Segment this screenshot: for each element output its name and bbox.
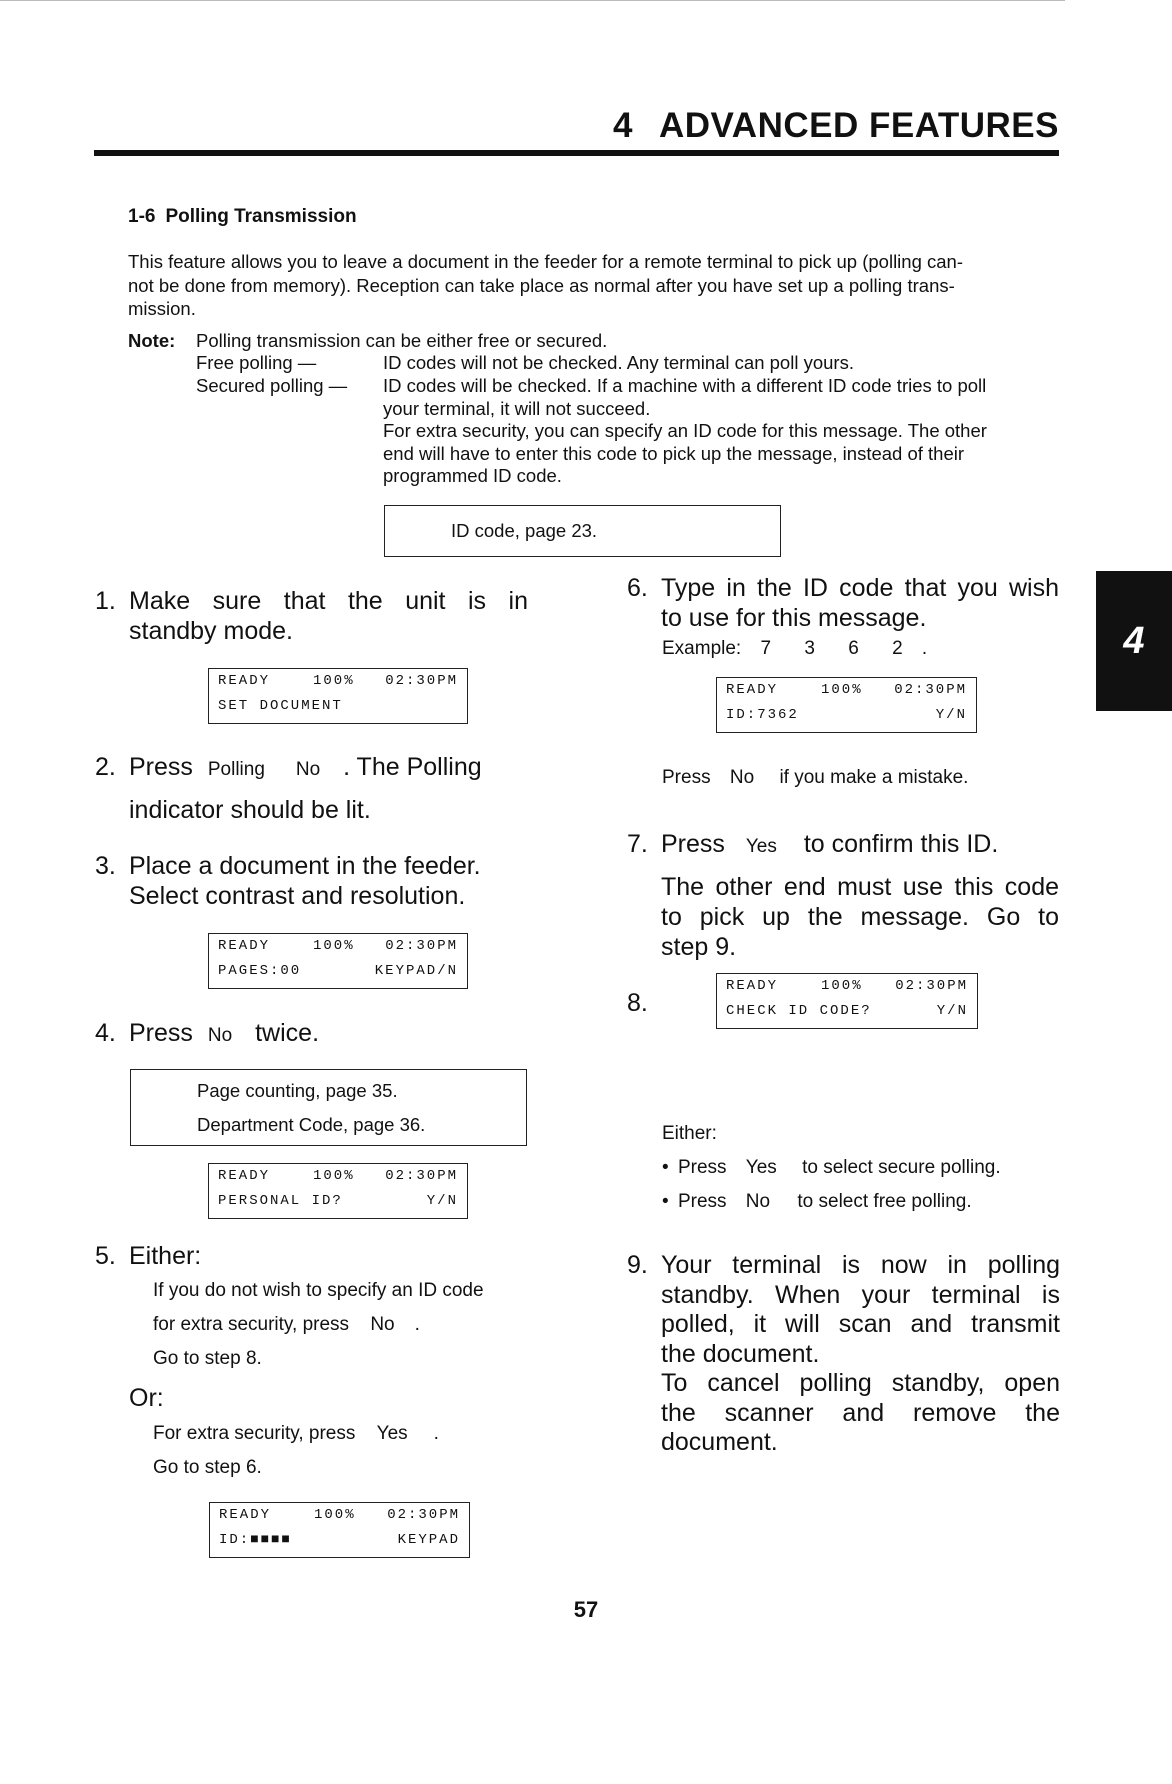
intro-line: not be done from memory). Reception can take place as normal after you have set up a polling trans- [128,274,955,296]
chapter-heading [613,106,1059,146]
lcd-status: READY [726,682,779,698]
option-text: Press [677,1157,727,1178]
step-either: Either: [129,1242,202,1270]
section-number: 1-6 [128,206,156,227]
lcd-display-personal-id [208,1163,468,1219]
bullet-icon: • [662,1157,669,1178]
no-key: No [745,1191,771,1212]
step-2 [95,752,535,825]
definition-line: your terminal, it will not succeed. [383,397,651,419]
id-code-reference-box [384,505,781,557]
chapter-title: ADVANCED FEATURES [659,106,1059,145]
option-text: Press [677,1191,727,1212]
step-5-or: Or: [129,1384,164,1412]
step-text: Press [661,830,725,858]
lcd-display-pages [208,933,468,989]
secured-polling-definition [383,375,1059,488]
lcd-message: PAGES:00 [218,963,302,979]
lcd-message: PERSONAL ID? [218,1193,343,1209]
lcd-message: ID:7362 [726,707,799,723]
bullet-icon: • [662,1191,669,1212]
secure-polling-option [662,1157,1001,1179]
step-4-reference-box [130,1069,527,1146]
note-text: Polling transmission can be either free or secured. [196,330,608,351]
option-line: Go to step 6. [153,1457,262,1478]
step-line: the scanner and remove the [661,1398,1060,1427]
lcd-display-id-entry [209,1502,470,1558]
free-polling-term: Free polling — [196,352,317,373]
lcd-prompt: Y/N [936,1003,968,1019]
chapter-number: 4 [613,106,633,145]
step-text: to confirm this ID. [803,830,999,858]
page-number: 57 [573,1597,599,1622]
step-text: . The Polling [343,753,482,781]
step-line: document. [661,1428,778,1456]
option-text: For extra security, press [153,1423,356,1444]
step-line: the document. [661,1339,820,1368]
intro-line: This feature allows you to leave a document in the feeder for a remote terminal to pick up (polling can- [128,251,963,272]
option-line: If you do not wish to specify an ID code [153,1280,484,1301]
lcd-prompt: KEYPAD [397,1532,460,1548]
lcd-status: READY [219,1507,272,1523]
mistake-hint [662,767,968,789]
intro-line: mission. [128,298,196,319]
lcd-display-id-code [716,677,977,733]
option-text: to select free polling. [797,1191,972,1212]
lcd-time: 02:30PM [894,682,967,698]
option-text: . [433,1423,439,1444]
section-title: Polling Transmission [165,206,357,227]
option-text: for extra security, press [153,1314,350,1335]
yes-key: Yes [745,1157,777,1178]
example-row [662,638,927,660]
step-number: 5. [95,1242,116,1270]
lcd-status: READY [218,673,271,689]
definition-line: For extra security, you can specify an ID code for this message. The other [383,420,987,441]
note-label: Note: [128,330,176,351]
step-line: to use for this message. [661,604,927,632]
option-line: Go to step 8. [153,1348,262,1369]
step-9 [627,1251,1060,1458]
step-number: 7. [627,830,648,858]
step-line: to pick up the message. Go to [661,903,1059,931]
step-line: standby mode. [129,617,293,645]
step-5 [95,1241,535,1271]
no-key: No [207,1025,233,1046]
no-key: No [729,767,755,788]
hint-text: Press [662,767,711,788]
example-label: Example: [662,638,742,659]
step-3 [95,851,535,911]
definition-line: programmed ID code. [383,465,562,486]
polling-key: Polling [207,759,265,780]
no-key: No [295,759,321,780]
lcd-display-check-id [716,973,978,1029]
step-text: twice. [255,1019,320,1047]
step-number: 1. [95,587,116,615]
lcd-time: 02:30PM [385,938,458,954]
lcd-prompt: Y/N [426,1193,458,1209]
option-text: to select secure polling. [802,1157,1001,1178]
lcd-time: 02:30PM [387,1507,460,1523]
step-7 [627,829,1059,962]
lcd-ratio: 100% [821,978,863,994]
reference-text: Page counting, page 35. [197,1080,398,1101]
step-1 [95,586,528,646]
lcd-ratio: 100% [313,938,355,954]
step-line: step 9. [661,933,737,961]
lcd-ratio: 100% [314,1507,356,1523]
free-polling-option [662,1191,972,1213]
lcd-ratio: 100% [821,682,863,698]
example-digit: 2 [892,638,903,659]
lcd-status: READY [726,978,779,994]
lcd-ratio: 100% [313,1168,355,1184]
hint-text: if you make a mistake. [779,767,969,788]
intro-paragraph [128,250,1058,321]
step-line: Make sure that the unit is in [129,587,528,615]
no-key: No [370,1314,395,1335]
lcd-message: ID:■■■■ [219,1532,292,1548]
step-line: Select contrast and resolution. [129,882,466,910]
secured-polling-term: Secured polling — [196,375,348,396]
lcd-prompt: KEYPAD/N [374,963,458,979]
example-digit: 3 [804,638,815,659]
step-text: Press [129,1019,193,1047]
step-line: Type in the ID code that you wish [661,574,1059,602]
step-number: 6. [627,574,648,602]
lcd-time: 02:30PM [385,1168,458,1184]
step-8-either: Either: [662,1123,717,1144]
step-line: standby. When your terminal is [661,1280,1060,1309]
step-number: 3. [95,852,116,880]
lcd-status: READY [218,1168,271,1184]
chapter-side-tab: 4 [1096,571,1172,711]
reference-text: Department Code, page 36. [197,1114,426,1135]
option-text: . [414,1314,420,1335]
top-edge-line [0,0,1065,1]
reference-text: ID code, page 23. [451,520,598,541]
step-6 [627,573,1059,633]
step-line: The other end must use this code [661,873,1059,901]
lcd-status: READY [218,938,271,954]
step-5-option-a [153,1274,484,1376]
definition-line: end will have to enter this code to pick up the message, instead of their [383,442,965,464]
step-4 [95,1018,535,1051]
lcd-time: 02:30PM [895,978,968,994]
header-rule [94,150,1059,156]
lcd-ratio: 100% [313,673,355,689]
lcd-prompt: Y/N [935,707,967,723]
example-digit: . [921,638,928,659]
yes-key: Yes [745,836,777,857]
step-text: Press [129,753,193,781]
lcd-display-standby [208,668,468,724]
step-number: 9. [627,1251,648,1279]
step-line: Your terminal is now in polling [661,1251,1060,1279]
step-number: 2. [95,753,116,781]
step-8-number: 8. [627,989,648,1017]
step-line: To cancel polling standby, open [661,1369,1060,1397]
example-digit: 7 [760,638,772,659]
step-number: 4. [95,1019,116,1047]
step-line: Place a document in the feeder. [129,852,481,880]
section-heading [128,206,357,228]
yes-key: Yes [376,1423,408,1444]
step-line: polled, it will scan and transmit [661,1310,1060,1338]
step-line: indicator should be lit. [129,796,371,824]
free-polling-definition: ID codes will not be checked. Any terminal can poll yours. [383,352,854,373]
lcd-message: SET DOCUMENT [218,698,343,714]
lcd-time: 02:30PM [385,673,458,689]
example-digit: 6 [848,638,859,659]
definition-line: ID codes will be checked. If a machine with a different ID code tries to poll [383,375,987,396]
step-5-option-b [153,1417,439,1485]
lcd-message: CHECK ID CODE? [726,1003,872,1019]
